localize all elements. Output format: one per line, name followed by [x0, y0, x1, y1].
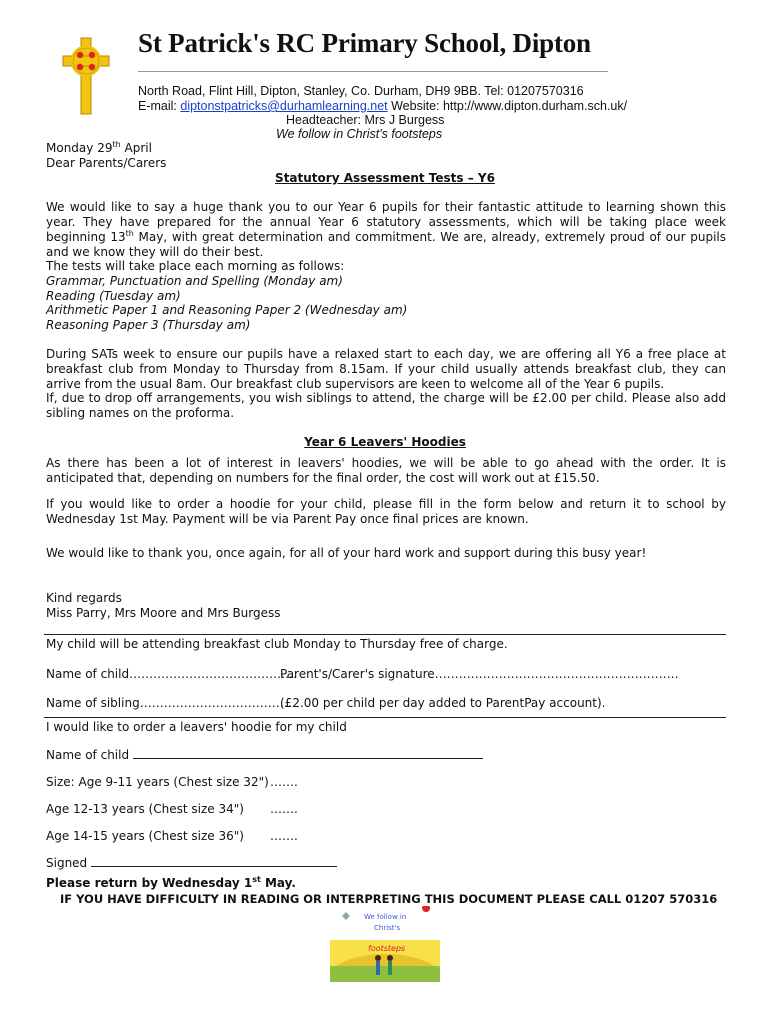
- signed-field[interactable]: [91, 856, 337, 867]
- date-month: April: [120, 141, 152, 155]
- size-12-13-label: Age 12-13 years (Chest size 34"): [46, 802, 244, 816]
- test-item: Grammar, Punctuation and Spelling (Monday am): [46, 274, 343, 288]
- letter-date: [46, 141, 152, 155]
- website-text: Website: http://www.dipton.durham.sch.uk/: [387, 99, 628, 113]
- closing: Kind regards: [46, 591, 122, 605]
- hoodie-statement: I would like to order a leavers' hoodie for my child: [46, 720, 347, 734]
- school-cross-logo: [60, 36, 112, 116]
- footsteps-logo: [330, 906, 440, 982]
- test-item: Reading (Tuesday am): [46, 289, 181, 303]
- test-item: Arithmetic Paper 1 and Reasoning Paper 2 (Wednesday am): [46, 303, 408, 317]
- date-day: Monday 29: [46, 141, 113, 155]
- size-14-15-field[interactable]: …….: [270, 829, 298, 843]
- logo-text-2: Christ's: [374, 924, 401, 932]
- paragraph-thanks-part2: May, with great determination and commitment. We are, already, extremely proud of our pupils and we know they will do their best.: [46, 230, 726, 259]
- heading-sats: Statutory Assessment Tests – Y6: [275, 171, 495, 185]
- return-deadline: [46, 876, 296, 890]
- difficulty-notice: IF YOU HAVE DIFFICULTY IN READING OR INTERPRETING THIS DOCUMENT PLEASE CALL 01207 570316: [60, 892, 718, 906]
- paragraph-thankyou: We would like to thank you, once again, for all of your hard work and support during this busy year!: [46, 546, 647, 560]
- email-label: E-mail:: [138, 99, 181, 113]
- email-link[interactable]: diptonstpatricks@durhamlearning.net: [180, 99, 388, 113]
- child-name-field[interactable]: Name of child……………………………………: [46, 667, 298, 681]
- form-divider: [44, 717, 726, 718]
- sibling-name-field[interactable]: Name of sibling…………………………………: [46, 696, 296, 710]
- size-12-13-field[interactable]: …….: [270, 802, 298, 816]
- return-suffix: st: [252, 875, 261, 884]
- headteacher: Headteacher: Mrs J Burgess: [286, 113, 445, 127]
- test-item: Reasoning Paper 3 (Thursday am): [46, 318, 251, 332]
- title-divider: [138, 71, 608, 72]
- heading-hoodies: Year 6 Leavers' Hoodies: [304, 435, 466, 449]
- signatories: Miss Parry, Mrs Moore and Mrs Burgess: [46, 606, 281, 620]
- signed-row: [46, 856, 337, 870]
- school-motto: We follow in Christ's footsteps: [276, 127, 443, 141]
- paragraph-thanks: [46, 200, 726, 260]
- paragraph-thanks-suffix: th: [125, 229, 134, 238]
- contact-line: [138, 99, 627, 113]
- paragraph-order: If you would like to order a hoodie for your child, please fill in the form below and return it to school by Wednesday 1st May. Payment will be via Parent Pay once final prices are known.: [46, 497, 726, 526]
- school-name: St Patrick's RC Primary School, Dipton: [138, 28, 591, 58]
- return-month: May.: [260, 876, 296, 890]
- size-14-15-label: Age 14-15 years (Chest size 36"): [46, 829, 244, 843]
- hoodie-child-name-field[interactable]: [133, 748, 483, 759]
- paragraph-siblings: If, due to drop off arrangements, you wish siblings to attend, the charge will be £2.00 per child. Please also add sibling names on the proforma.: [46, 391, 726, 420]
- paragraph-hoodies: As there has been a lot of interest in leavers' hoodies, we will be able to go ahead with the order. It is anticipated that, depending on numbers for the final order, the cost will work out at £15.50.: [46, 456, 726, 485]
- form-divider: [44, 634, 726, 635]
- hoodie-child-name-row: [46, 748, 483, 762]
- signed-label: Signed: [46, 856, 88, 870]
- sibling-charge-note: (£2.00 per child per day added to ParentPay account).: [280, 696, 606, 710]
- paragraph-thanks-part1: We would like to say a huge thank you to our Year 6 pupils for their fantastic attitude to learning shown this year. They have prepared for the annual Year 6 statutory assessments, which will be taking place week beginning 13: [46, 200, 726, 244]
- size-9-11-label: Size: Age 9-11 years (Chest size 32"): [46, 775, 269, 789]
- salutation: Dear Parents/Carers: [46, 156, 167, 170]
- hoodie-child-name-label: Name of child: [46, 748, 130, 762]
- tests-intro: The tests will take place each morning as follows:: [46, 259, 345, 273]
- logo-text-1: We follow in: [364, 913, 407, 921]
- return-text: Please return by Wednesday 1: [46, 876, 253, 890]
- size-9-11-field[interactable]: …….: [270, 775, 298, 789]
- breakfast-club-statement: My child will be attending breakfast club Monday to Thursday free of charge.: [46, 637, 508, 651]
- logo-text-3: footsteps: [368, 944, 406, 953]
- paragraph-breakfast-club: During SATs week to ensure our pupils have a relaxed start to each day, we are offering all Y6 a free place at breakfast club from Monday to Thursday from 8.15am. If your child usually attends breakfast club, they can arrive from the usual 8am. Our breakfast club supervisors are keen to welcome all of the Year 6 pupils.: [46, 347, 726, 391]
- parent-signature-field[interactable]: Parent's/Carer's signature…………………………………………………….: [280, 667, 679, 681]
- school-address: North Road, Flint Hill, Dipton, Stanley, Co. Durham, DH9 9BB. Tel: 01207570316: [138, 84, 584, 98]
- date-suffix: th: [112, 140, 121, 149]
